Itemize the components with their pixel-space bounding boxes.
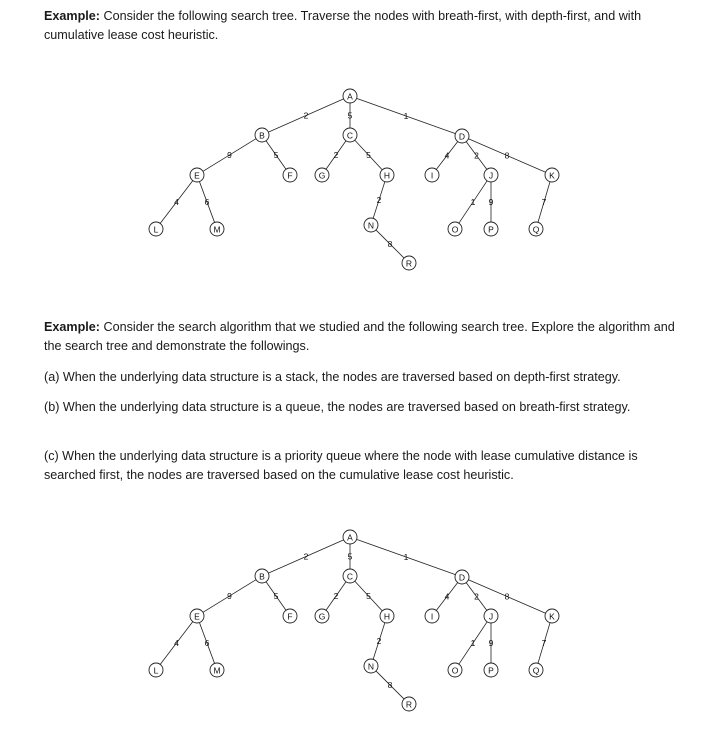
edge-weight-c-g: 2 <box>333 150 339 160</box>
node-q-label: Q <box>532 665 540 676</box>
example-1-label: Example: <box>44 9 100 23</box>
node-n-label: N <box>367 661 375 672</box>
node-l-label: L <box>153 224 159 235</box>
node-o-label: O <box>451 224 459 235</box>
node-k-label: K <box>549 611 555 622</box>
edge-weight-b-e: 9 <box>227 150 232 160</box>
node-d-label: D <box>458 572 466 583</box>
node-a-label: A <box>347 532 353 543</box>
node-h-label: H <box>383 170 391 181</box>
edge-weight-j-o: 1 <box>470 638 476 648</box>
example-1-text: Consider the following search tree. Traverse the nodes with breath-first, with depth-first, and with cumulative lease cost heuristic. <box>44 9 642 42</box>
node-j-label: J <box>488 611 494 622</box>
node-i-label: I <box>430 611 434 622</box>
node-c-label: C <box>346 130 354 141</box>
edge-weight-d-k: 8 <box>504 150 510 161</box>
edge-weight-a-c: 5 <box>347 551 353 562</box>
edge-weight-k-q: 7 <box>541 197 547 207</box>
example-2-paragraph <box>44 318 684 356</box>
node-b-label: B <box>259 571 265 582</box>
edge-weight-e-m: 6 <box>204 197 210 207</box>
example-1-paragraph <box>44 7 684 45</box>
edge-weight-a-d: 1 <box>403 552 409 562</box>
node-m-label: M <box>213 224 221 235</box>
node-i-label: I <box>430 170 434 181</box>
edge-weight-a-d: 1 <box>403 111 409 121</box>
edge-weight-j-p: 9 <box>488 638 494 648</box>
node-f-label: F <box>287 170 293 181</box>
node-m-label: M <box>213 665 221 676</box>
edge-weight-c-h: 5 <box>366 591 371 601</box>
item-c-text: (c) When the underlying data structure is a priority queue where the node with lease cumulative distance is searched first, the nodes are traversed based on the cumulative lease cost heuristic. <box>44 449 638 482</box>
node-p-label: P <box>488 224 494 235</box>
node-e-label: E <box>194 170 200 181</box>
example-2-text: Consider the search algorithm that we studied and the following search tree. Explore the algorithm and the search tree and demonstrate the followings. <box>44 320 675 353</box>
edge-weight-k-q: 7 <box>541 638 547 648</box>
edge-weight-a-c: 5 <box>347 110 353 121</box>
edge-weight-d-i: 4 <box>444 150 450 161</box>
node-d-label: D <box>458 131 466 142</box>
edge-weight-n-r: 8 <box>387 680 393 690</box>
edge-weight-j-p: 9 <box>488 197 494 207</box>
edge-weight-d-j: 2 <box>474 150 479 161</box>
edge-weight-h-n: 2 <box>376 195 382 205</box>
node-r-label: R <box>405 699 413 710</box>
node-h-label: H <box>383 611 391 622</box>
edge-weight-e-l: 4 <box>174 638 179 648</box>
node-f-label: F <box>287 611 293 622</box>
example-2-label: Example: <box>44 320 100 334</box>
edge-weight-j-o: 1 <box>470 197 476 207</box>
search-tree-2 <box>0 527 711 727</box>
edge-weight-c-g: 2 <box>333 591 339 601</box>
node-a-label: A <box>347 91 353 102</box>
search-tree-1 <box>0 86 711 286</box>
edge-weight-c-h: 5 <box>366 150 371 160</box>
edge-weight-e-m: 6 <box>204 638 210 648</box>
node-r-label: R <box>405 258 413 269</box>
item-a-text: (a) When the underlying data structure is a stack, the nodes are traversed based on depth-first strategy. <box>44 370 621 384</box>
item-b-text: (b) When the underlying data structure is a queue, the nodes are traversed based on breath-first strategy. <box>44 400 631 414</box>
edge-weight-n-r: 8 <box>387 239 393 249</box>
edge-weight-d-k: 8 <box>504 591 510 602</box>
node-c-label: C <box>346 571 354 582</box>
edge-weight-d-j: 2 <box>474 591 479 602</box>
node-b-label: B <box>259 130 265 141</box>
edge-weight-a-b: 2 <box>303 110 309 121</box>
edge-weight-b-f: 5 <box>273 591 279 601</box>
node-n-label: N <box>367 220 375 231</box>
edge-weight-h-n: 2 <box>376 636 382 646</box>
node-o-label: O <box>451 665 459 676</box>
edge-weight-b-e: 9 <box>227 591 232 601</box>
node-p-label: P <box>488 665 494 676</box>
edge-weight-b-f: 5 <box>273 150 279 160</box>
node-l-label: L <box>153 665 159 676</box>
edge-weight-e-l: 4 <box>174 197 179 207</box>
edge-weight-d-i: 4 <box>444 591 450 602</box>
edge-weight-a-b: 2 <box>303 551 309 562</box>
node-g-label: G <box>318 170 326 181</box>
node-q-label: Q <box>532 224 540 235</box>
node-k-label: K <box>549 170 555 181</box>
node-e-label: E <box>194 611 200 622</box>
node-j-label: J <box>488 170 494 181</box>
node-g-label: G <box>318 611 326 622</box>
